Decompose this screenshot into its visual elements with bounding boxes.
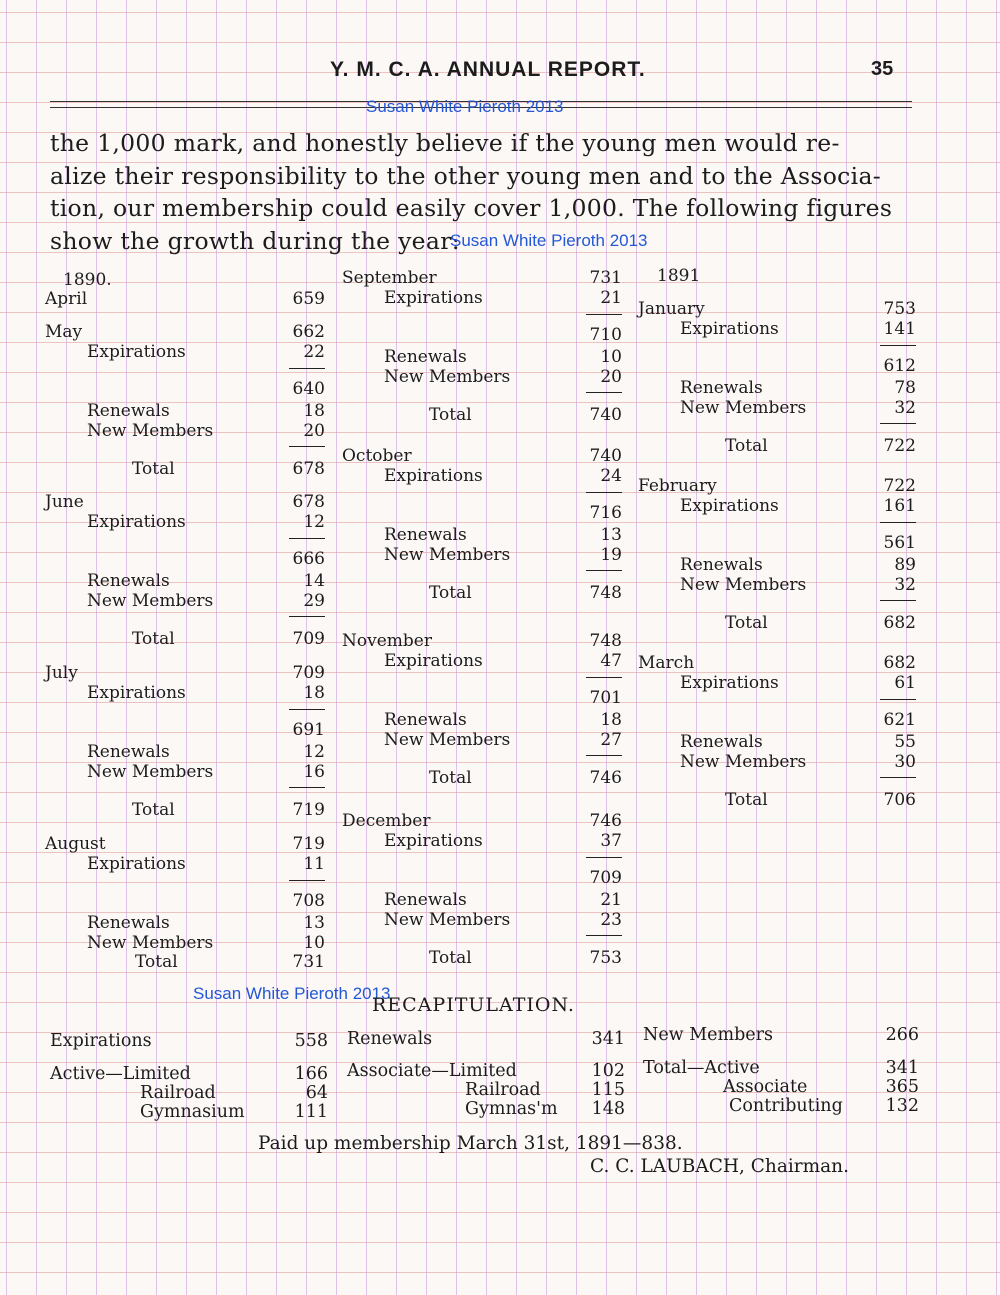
subtotal-rule: [289, 880, 325, 881]
total-row-value: 706: [883, 790, 916, 810]
renewals-row-value: 78: [894, 378, 916, 398]
renewals-row-value: 14: [303, 571, 325, 591]
subtotal-rule: [880, 600, 916, 601]
expirations-row-label: Expirations: [384, 831, 483, 851]
month-row-value: 731: [589, 268, 622, 288]
total-row: [342, 583, 622, 603]
renewals-row-value: 13: [600, 525, 622, 545]
month-row-label: September: [342, 268, 437, 288]
month-row-label: January: [638, 299, 705, 319]
total-row-label: Total: [429, 405, 472, 425]
expirations-row-label: Expirations: [384, 288, 483, 308]
total-row: [638, 613, 916, 633]
expirations-row: [638, 673, 916, 693]
expirations-row: [342, 466, 622, 486]
renewals-row-label: Renewals: [87, 742, 170, 762]
total-row-value: 719: [292, 800, 325, 820]
subtotal-rule: [586, 935, 622, 936]
recap-value: 365: [885, 1077, 919, 1097]
renewals-row: [638, 732, 916, 752]
renewals-row: [342, 347, 622, 367]
paragraph-line: show the growth during the year:: [50, 226, 460, 255]
month-row-value: 678: [292, 492, 325, 512]
chairman-signature: C. C. LAUBACH, Chairman.: [590, 1156, 849, 1177]
new-members-row-label: New Members: [384, 910, 511, 930]
subtotal-row: [638, 710, 916, 730]
recap-row: [50, 1083, 328, 1103]
month-row-label: November: [342, 631, 432, 651]
month-row-label: March: [638, 653, 695, 673]
expirations-row-value: 24: [600, 466, 622, 486]
subtotal-row-value: 710: [589, 325, 622, 345]
recap-value: 266: [885, 1025, 919, 1045]
renewals-row: [342, 710, 622, 730]
subtotal-rule: [880, 777, 916, 778]
renewals-row-label: Renewals: [87, 571, 170, 591]
recap-label: Total—Active: [643, 1058, 760, 1078]
expirations-row-label: Expirations: [87, 342, 186, 362]
total-row: [342, 948, 622, 968]
month-row-value: 709: [292, 663, 325, 683]
recapitulation-title: RECAPITULATION.: [372, 994, 575, 1016]
month-row-label: May: [45, 322, 83, 342]
total-row-value: 722: [883, 436, 916, 456]
total-row-value: 678: [292, 459, 325, 479]
subtotal-rule: [289, 787, 325, 788]
month-row: [45, 834, 325, 854]
renewals-row-label: Renewals: [384, 525, 467, 545]
new-members-row-value: 10: [303, 933, 325, 953]
recap-value: 341: [591, 1029, 625, 1049]
recap-label: Associate—Limited: [347, 1061, 517, 1081]
renewals-row: [638, 378, 916, 398]
expirations-row-label: Expirations: [87, 683, 186, 703]
renewals-row-value: 18: [303, 401, 325, 421]
total-row-value: 746: [589, 768, 622, 788]
paragraph-line: the 1,000 mark, and honestly believe if the young men would re-: [50, 129, 840, 157]
subtotal-row-value: 640: [292, 379, 325, 399]
recap-row: [50, 1031, 328, 1051]
year-1891-heading: 1891: [657, 266, 701, 286]
recap-label: New Members: [643, 1025, 773, 1045]
renewals-row-value: 18: [600, 710, 622, 730]
new-members-row: [342, 545, 622, 565]
month-row: [342, 268, 622, 288]
subtotal-row-value: 561: [883, 533, 916, 553]
recap-value: 132: [885, 1096, 919, 1116]
recap-value: 111: [294, 1102, 328, 1122]
recap-row: [347, 1080, 625, 1100]
subtotal-rule: [880, 345, 916, 346]
subtotal-rule: [586, 492, 622, 493]
recap-row: [347, 1029, 625, 1049]
recap-row: [643, 1077, 919, 1097]
renewals-row-label: Renewals: [384, 710, 467, 730]
month-row: [638, 476, 916, 496]
subtotal-row: [45, 891, 325, 911]
month-row: [342, 631, 622, 651]
renewals-row: [45, 401, 325, 421]
subtotal-row: [45, 379, 325, 399]
expirations-row-label: Expirations: [384, 651, 483, 671]
total-row-label: Total: [725, 613, 768, 633]
page-number: 35: [871, 58, 894, 80]
subtotal-rule: [880, 699, 916, 700]
subtotal-rule: [586, 314, 622, 315]
expirations-row-value: 161: [883, 496, 916, 516]
new-members-row-value: 32: [894, 398, 916, 418]
new-members-row: [342, 910, 622, 930]
month-row: [45, 663, 325, 683]
renewals-row-label: Renewals: [680, 732, 763, 752]
total-row-label: Total: [132, 800, 175, 820]
expirations-row-value: 11: [303, 854, 325, 874]
total-row-value: 709: [292, 629, 325, 649]
new-members-row: [638, 575, 916, 595]
renewals-row-value: 89: [894, 555, 916, 575]
month-row-value: 682: [883, 653, 916, 673]
subtotal-row: [638, 533, 916, 553]
month-row-value: 740: [589, 446, 622, 466]
month-row: [342, 811, 622, 831]
year-1890-heading: 1890.: [63, 270, 112, 290]
subtotal-row-value: 691: [292, 720, 325, 740]
subtotal-row: [342, 688, 622, 708]
subtotal-rule: [586, 857, 622, 858]
expirations-row: [45, 854, 325, 874]
expirations-row-value: 61: [894, 673, 916, 693]
month-row-value: 722: [883, 476, 916, 496]
new-members-row-label: New Members: [87, 762, 214, 782]
total-row-value: 682: [883, 613, 916, 633]
renewals-row-label: Renewals: [680, 555, 763, 575]
new-members-row: [342, 367, 622, 387]
subtotal-row-value: 709: [589, 868, 622, 888]
renewals-row: [342, 525, 622, 545]
renewals-row-value: 55: [894, 732, 916, 752]
renewals-row-label: Renewals: [680, 378, 763, 398]
expirations-row-value: 21: [600, 288, 622, 308]
new-members-row-value: 23: [600, 910, 622, 930]
renewals-row-label: Renewals: [384, 347, 467, 367]
subtotal-rule: [880, 423, 916, 424]
subtotal-rule: [586, 755, 622, 756]
expirations-row-value: 141: [883, 319, 916, 339]
total-row-label: Total: [429, 768, 472, 788]
total-row: [45, 800, 325, 820]
month-row-label: June: [45, 492, 84, 512]
subtotal-rule: [880, 522, 916, 523]
month-row-label: December: [342, 811, 431, 831]
new-members-row-label: New Members: [384, 730, 511, 750]
new-members-row: [45, 591, 325, 611]
month-row-label: October: [342, 446, 412, 466]
new-members-row-label: New Members: [384, 367, 511, 387]
recap-label: Railroad: [140, 1083, 216, 1103]
recap-label: Gymnasium: [140, 1102, 245, 1122]
recap-row: [643, 1058, 919, 1078]
expirations-row-label: Expirations: [87, 512, 186, 532]
total-row-label: Total: [429, 948, 472, 968]
total-row: [45, 629, 325, 649]
subtotal-rule: [289, 446, 325, 447]
recap-row: [347, 1099, 625, 1119]
recap-label: Railroad: [465, 1080, 541, 1100]
paid-up-note: Paid up membership March 31st, 1891—838.: [258, 1133, 683, 1154]
total-row-label: Total: [132, 629, 175, 649]
recap-row: [50, 1064, 328, 1084]
recap-label: Contributing: [729, 1096, 843, 1116]
month-row-value: 746: [589, 811, 622, 831]
new-members-row-label: New Members: [87, 421, 214, 441]
subtotal-row-value: 708: [292, 891, 325, 911]
expirations-row: [342, 651, 622, 671]
subtotal-rule: [586, 392, 622, 393]
total-row: [45, 459, 325, 479]
expirations-row-label: Expirations: [680, 319, 779, 339]
total-row-value: 748: [589, 583, 622, 603]
new-members-row: [638, 752, 916, 772]
subtotal-row-value: 666: [292, 549, 325, 569]
recap-value: 148: [591, 1099, 625, 1119]
subtotal-row-value: 612: [883, 356, 916, 376]
subtotal-row-value: 621: [883, 710, 916, 730]
paragraph-line: alize their responsibility to the other young men and to the Associa-: [50, 161, 881, 190]
new-members-row-value: 32: [894, 575, 916, 595]
expirations-row: [342, 288, 622, 308]
total-row: [638, 790, 916, 810]
new-members-row-label: New Members: [680, 398, 807, 418]
new-members-row-label: New Members: [384, 545, 511, 565]
new-members-row-label: New Members: [680, 752, 807, 772]
watermark-top: Susan White Pieroth 2013: [366, 97, 564, 116]
recap-label: Gymnas'm: [465, 1099, 558, 1119]
subtotal-rule: [586, 570, 622, 571]
expirations-row-label: Expirations: [680, 496, 779, 516]
total-row-label: Total: [132, 459, 175, 479]
renewals-row-value: 21: [600, 890, 622, 910]
subtotal-row: [342, 503, 622, 523]
renewals-row-value: 12: [303, 742, 325, 762]
subtotal-row: [45, 549, 325, 569]
recap-value: 558: [294, 1031, 328, 1051]
total-row-value: 731: [292, 952, 325, 972]
recap-row: [643, 1096, 919, 1116]
total-row-label: Total: [429, 583, 472, 603]
month-row-label: April: [45, 289, 88, 309]
recap-label: Associate: [723, 1077, 808, 1097]
subtotal-row-value: 701: [589, 688, 622, 708]
month-row: [45, 492, 325, 512]
expirations-row-label: Expirations: [384, 466, 483, 486]
renewals-row: [45, 913, 325, 933]
watermark-bottom: Susan White Pieroth 2013: [193, 984, 391, 1003]
expirations-row: [45, 342, 325, 362]
recap-label: Renewals: [347, 1029, 433, 1049]
subtotal-rule: [289, 709, 325, 710]
recap-value: 115: [591, 1080, 625, 1100]
month-row-label: February: [638, 476, 717, 496]
new-members-row-value: 29: [303, 591, 325, 611]
recap-value: 341: [885, 1058, 919, 1078]
subtotal-row: [342, 868, 622, 888]
month-row-value: 719: [292, 834, 325, 854]
subtotal-rule: [289, 616, 325, 617]
expirations-row-value: 37: [600, 831, 622, 851]
new-members-row: [45, 762, 325, 782]
new-members-row-label: New Members: [87, 933, 214, 953]
total-row-label: Total: [725, 790, 768, 810]
expirations-row-value: 18: [303, 683, 325, 703]
total-row: [342, 405, 622, 425]
subtotal-rule: [289, 368, 325, 369]
new-members-row-value: 20: [303, 421, 325, 441]
new-members-row-value: 19: [600, 545, 622, 565]
expirations-row-label: Expirations: [680, 673, 779, 693]
expirations-row-value: 12: [303, 512, 325, 532]
expirations-row: [638, 319, 916, 339]
renewals-row-label: Renewals: [384, 890, 467, 910]
new-members-row-value: 27: [600, 730, 622, 750]
new-members-row-label: New Members: [680, 575, 807, 595]
total-row: [638, 436, 916, 456]
recap-row: [347, 1061, 625, 1081]
renewals-row: [342, 890, 622, 910]
expirations-row: [45, 683, 325, 703]
renewals-row-value: 13: [303, 913, 325, 933]
subtotal-row-value: 716: [589, 503, 622, 523]
month-row: [45, 289, 325, 309]
watermark-middle: Susan White Pieroth 2013: [450, 231, 648, 250]
new-members-row: [45, 933, 325, 953]
subtotal-row: [45, 720, 325, 740]
total-row-value: 753: [589, 948, 622, 968]
month-row: [638, 653, 916, 673]
expirations-row-value: 22: [303, 342, 325, 362]
new-members-row: [45, 421, 325, 441]
total-row-label: Total: [725, 436, 768, 456]
new-members-row-label: New Members: [87, 591, 214, 611]
month-row-value: 659: [292, 289, 325, 309]
expirations-row: [638, 496, 916, 516]
new-members-row: [342, 730, 622, 750]
month-row-label: August: [45, 834, 106, 854]
recap-label: Active—Limited: [50, 1064, 191, 1084]
total-row: [45, 952, 325, 972]
total-row-value: 740: [589, 405, 622, 425]
expirations-row-label: Expirations: [87, 854, 186, 874]
expirations-row: [45, 512, 325, 532]
month-row: [45, 322, 325, 342]
month-row-value: 753: [883, 299, 916, 319]
expirations-row-value: 47: [600, 651, 622, 671]
subtotal-row: [638, 356, 916, 376]
subtotal-row: [342, 325, 622, 345]
subtotal-rule: [289, 538, 325, 539]
recap-value: 102: [591, 1061, 625, 1081]
renewals-row-value: 10: [600, 347, 622, 367]
new-members-row-value: 30: [894, 752, 916, 772]
month-row-value: 662: [292, 322, 325, 342]
month-row: [638, 299, 916, 319]
new-members-row-value: 16: [303, 762, 325, 782]
month-row-value: 748: [589, 631, 622, 651]
month-row-label: July: [45, 663, 78, 683]
new-members-row-value: 20: [600, 367, 622, 387]
total-row: [342, 768, 622, 788]
renewals-row-label: Renewals: [87, 913, 170, 933]
recap-label: Expirations: [50, 1031, 152, 1051]
renewals-row: [45, 571, 325, 591]
month-row: [342, 446, 622, 466]
total-row-label: Total: [135, 952, 178, 972]
renewals-row-label: Renewals: [87, 401, 170, 421]
recap-row: [643, 1025, 919, 1045]
recap-value: 166: [294, 1064, 328, 1084]
renewals-row: [638, 555, 916, 575]
expirations-row: [342, 831, 622, 851]
subtotal-rule: [586, 677, 622, 678]
new-members-row: [638, 398, 916, 418]
recap-value: 64: [305, 1083, 328, 1103]
report-title: Y. M. C. A. ANNUAL REPORT.: [330, 58, 646, 81]
recap-row: [50, 1102, 328, 1122]
renewals-row: [45, 742, 325, 762]
paragraph-line: tion, our membership could easily cover 1,000. The following figures: [50, 194, 893, 222]
